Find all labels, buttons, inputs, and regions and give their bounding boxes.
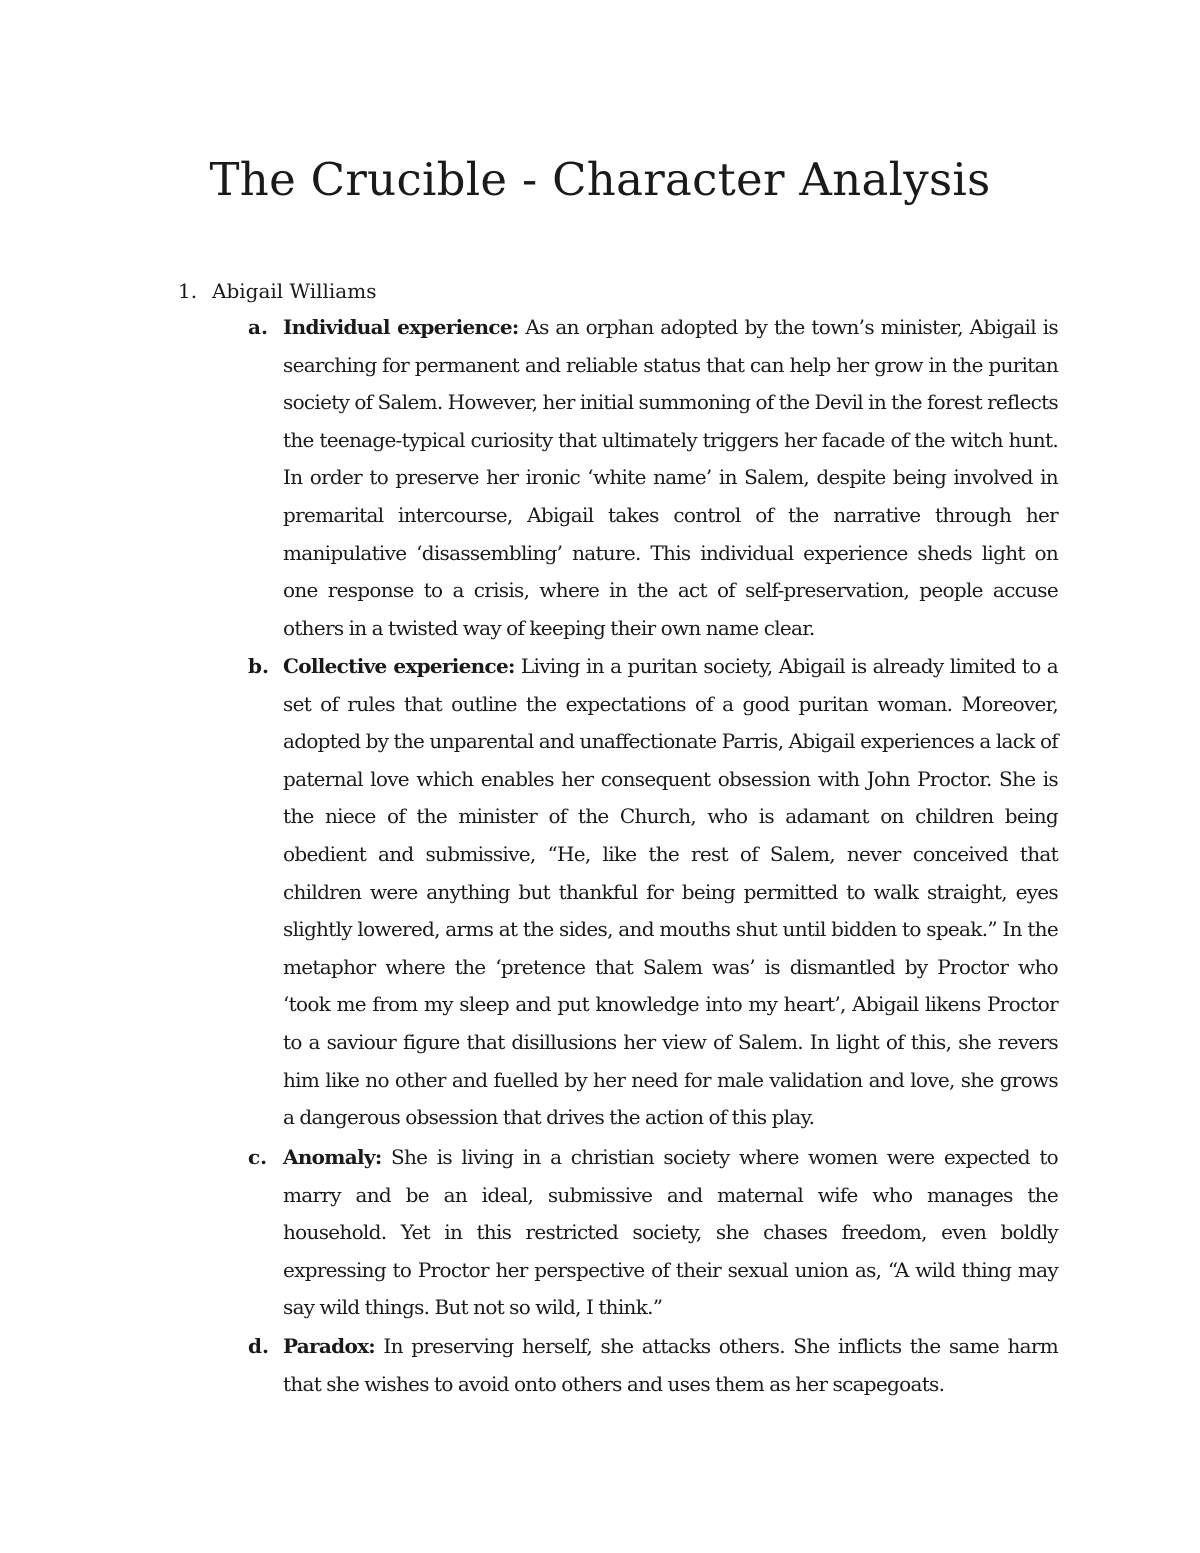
list-item-term: Individual experience: <box>283 315 519 339</box>
list-item-term: Collective experience: <box>283 654 515 678</box>
list-item-anomaly <box>248 1139 1058 1327</box>
list-marker: c. <box>248 1145 268 1169</box>
list-item-term: Anomaly: <box>283 1145 382 1169</box>
list-item-body <box>283 1328 1058 1403</box>
list-item-body <box>283 648 1058 1137</box>
list-item-term: Paradox: <box>283 1334 375 1358</box>
list-marker: d. <box>248 1334 269 1358</box>
list-item-body <box>283 1139 1058 1327</box>
list-item-body <box>283 309 1058 647</box>
section-heading <box>178 276 376 306</box>
list-item-paradox <box>248 1328 1058 1403</box>
document-title: The Crucible - Character Analysis <box>209 153 991 206</box>
list-item-text: As an orphan adopted by the town’s minister, Abigail is searching for permanent and reliable status that can help her grow in the puritan society of Salem. However, her initial summoning of the Devil in the forest reflects the teenage-typical curiosity that ultimately triggers her facade of the witch hunt. In order to preserve her ironic ‘white name’ in Salem, despite being involved in premarital intercourse, Abigail takes control of the narrative through her manipulative ‘disassembling’ nature. This individual experience sheds light on one response to a crisis, where in the act of self-preservation, people accuse others in a twisted way of keeping their own name clear. <box>283 315 1058 640</box>
list-item-collective-experience <box>248 648 1058 1137</box>
section-number: 1. <box>178 279 198 303</box>
list-item-individual-experience <box>248 309 1058 647</box>
section-name: Abigail Williams <box>212 279 377 303</box>
list-marker: b. <box>248 654 269 678</box>
list-marker: a. <box>248 315 268 339</box>
list-item-text: Living in a puritan society, Abigail is already limited to a set of rules that outline the expectations of a good puritan woman. Moreover, adopted by the unparental and unaffectionate Parris, Abigail experiences a lack of paternal love which enables her consequent obsession with John Proctor. She is the niece of the minister of the Church, who is adamant on children being obedient and submissive, “He, like the rest of Salem, never conceived that children were anything but thankful for being permitted to walk straight, eyes slightly lowered, arms at the sides, and mouths shut until bidden to speak.” In the metaphor where the ‘pretence that Salem was’ is dismantled by Proctor who ‘took me from my sleep and put knowledge into my heart’, Abigail likens Proctor to a saviour figure that disillusions her view of Salem. In light of this, she revers him like no other and fuelled by her need for male validation and love, she grows a dangerous obsession that drives the action of this play. <box>283 654 1058 1130</box>
list-item-text: In preserving herself, she attacks others. She inflicts the same harm that she wishes to avoid onto others and uses them as her scapegoats. <box>283 1334 1058 1396</box>
list-item-text: She is living in a christian society where women were expected to marry and be an ideal, submissive and maternal wife who manages the household. Yet in this restricted society, she chases freedom, even boldly expressing to Proctor her perspective of their sexual union as, “A wild thing may say wild things. But not so wild, I think.” <box>283 1145 1058 1320</box>
